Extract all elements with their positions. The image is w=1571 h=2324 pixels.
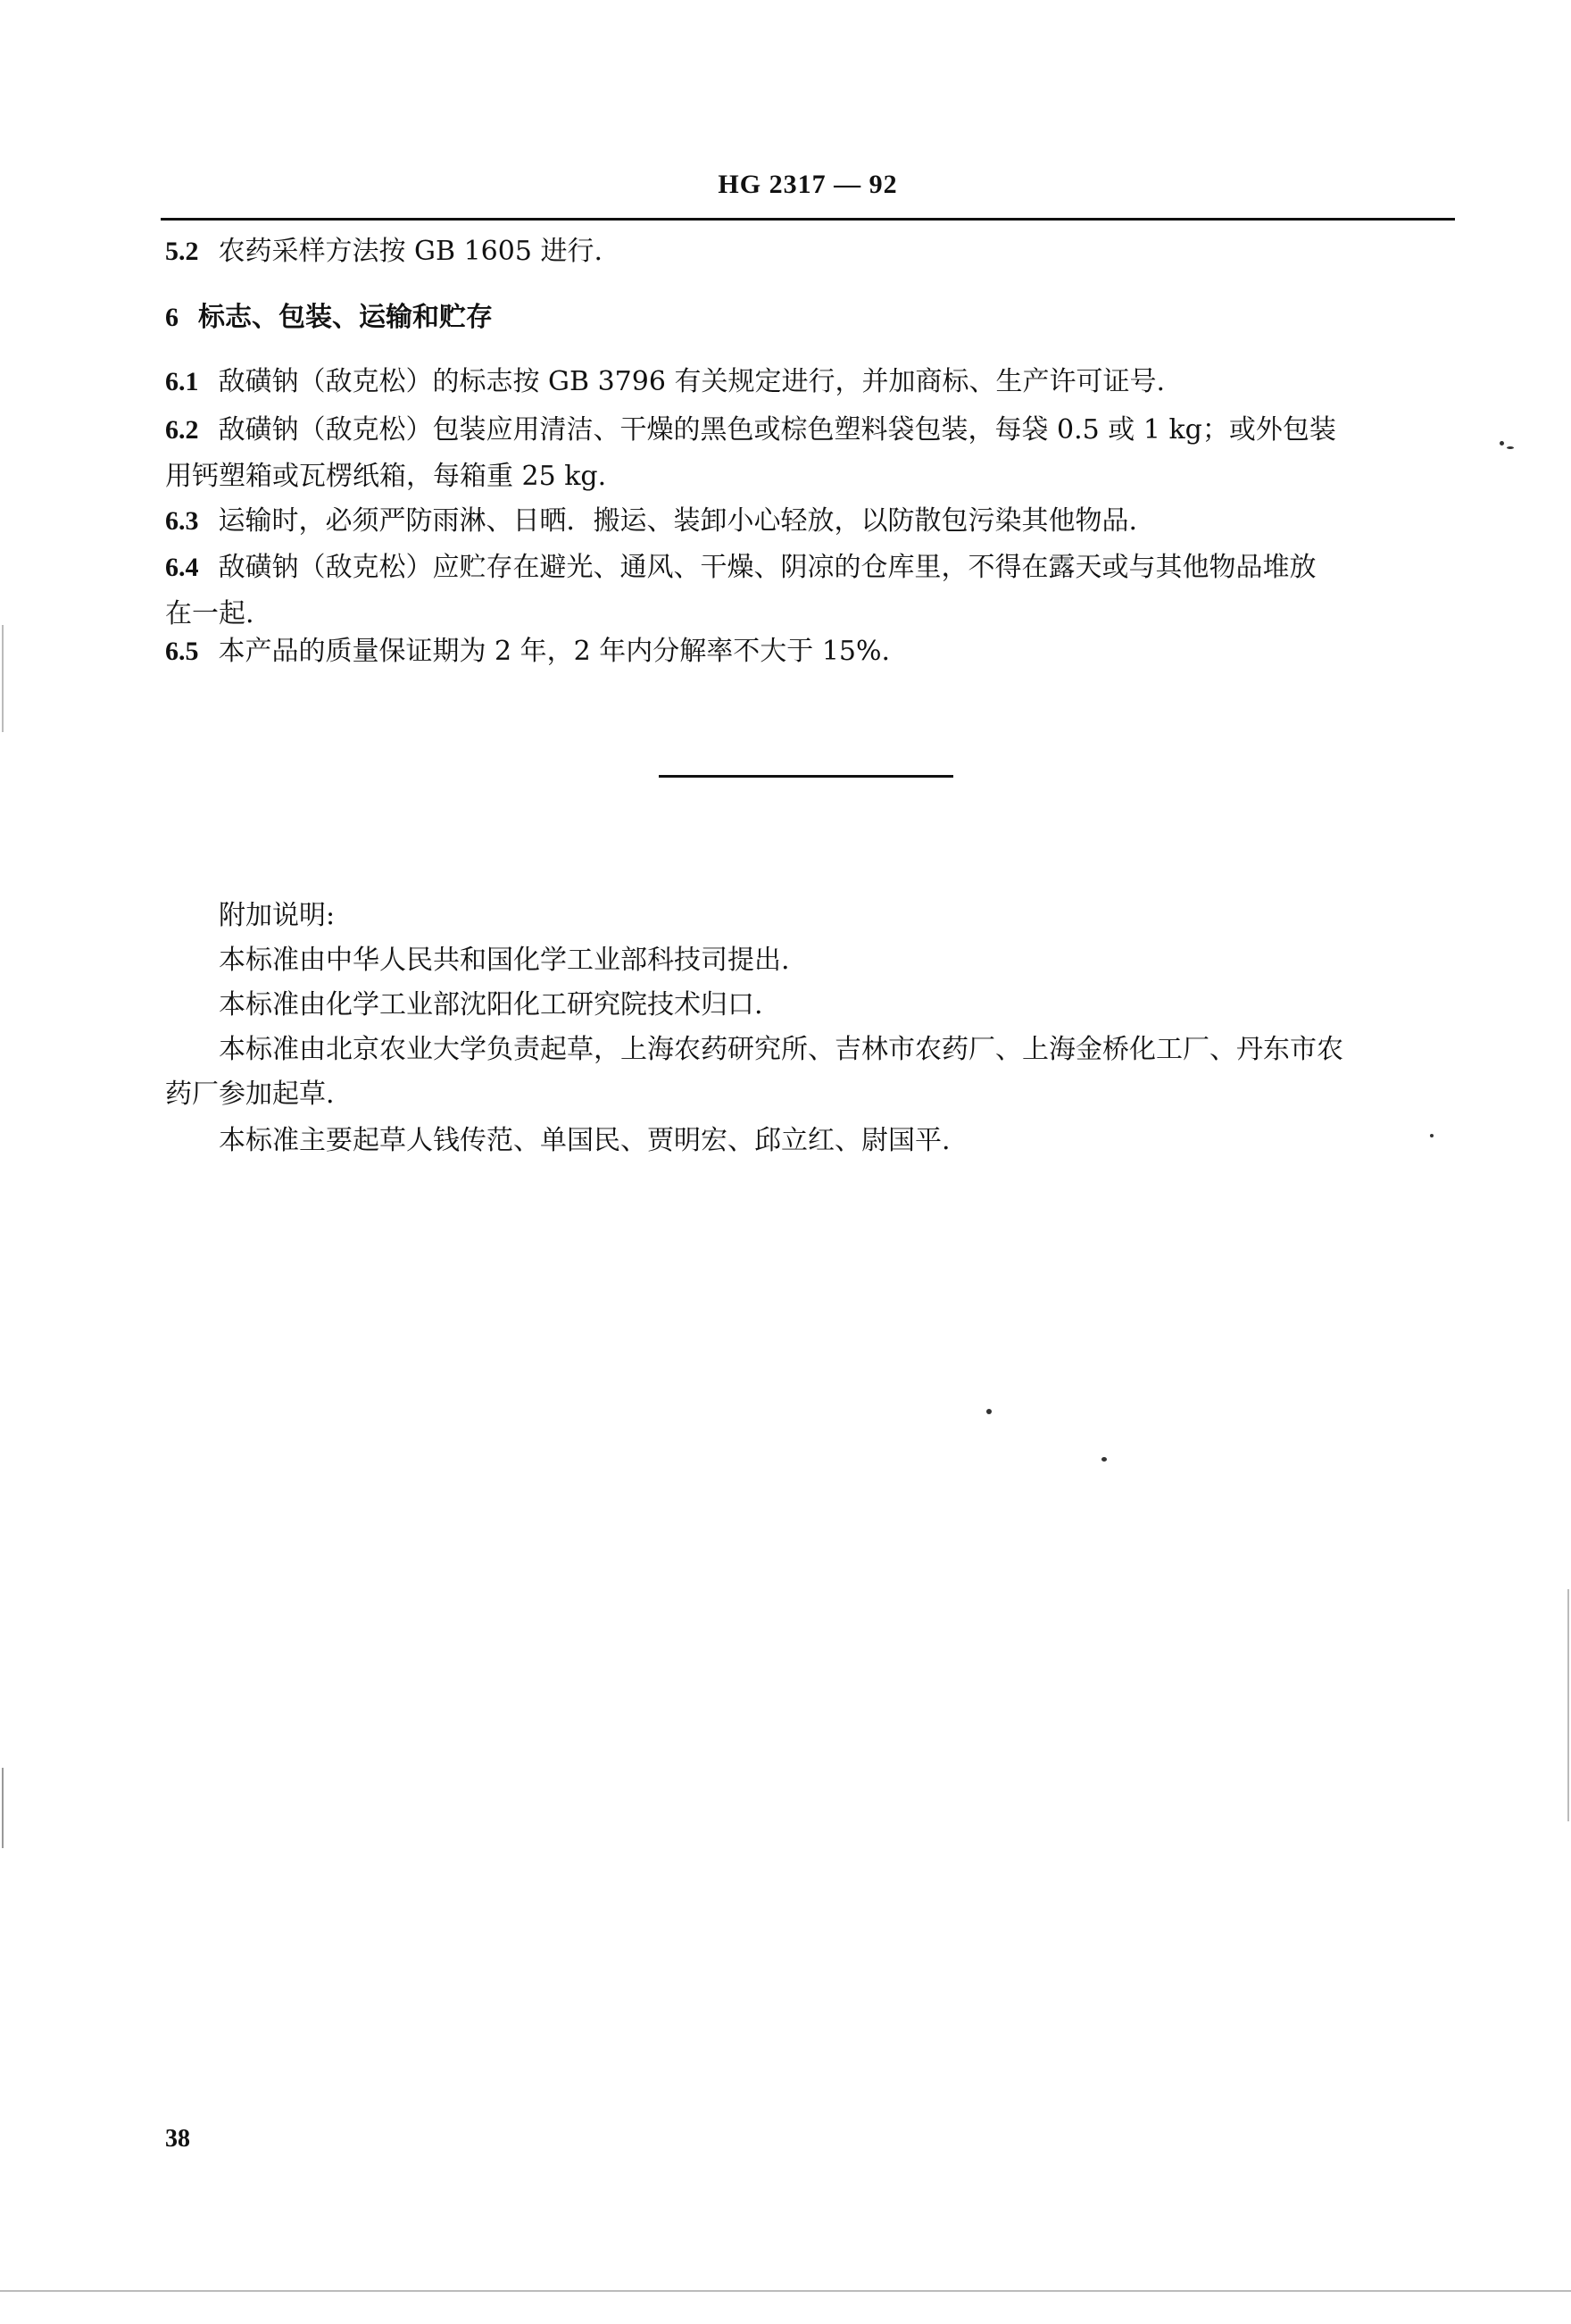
header-rule: [161, 218, 1455, 221]
clause-6-1: [165, 359, 1455, 405]
section-6-heading: [165, 295, 1455, 341]
scan-edge-line: [0, 2290, 1571, 2292]
clause-text-continued: 在一起.: [165, 598, 254, 629]
scan-speck: [1430, 1134, 1434, 1137]
scan-speck: [1101, 1457, 1107, 1462]
clause-number: 6.2: [165, 415, 199, 445]
clause-number: 5.2: [165, 237, 199, 266]
notes-line-3-continued: 药厂参加起草.: [165, 1079, 335, 1110]
notes-line-2: 本标准由化学工业部沈阳化工研究院技术归口.: [219, 989, 763, 1020]
standard-number-header: HG 2317 — 92: [718, 170, 898, 199]
page-number: 38: [165, 2125, 190, 2153]
clause-number: 6.5: [165, 637, 199, 666]
clause-text: 农药采样方法按 GB 1605 进行.: [218, 236, 603, 267]
scan-edge-line: [1567, 1589, 1569, 1821]
section-title: 标志、包装、运输和贮存: [198, 302, 493, 333]
notes-heading: 附加说明:: [219, 900, 336, 931]
clause-text: 敌磺钠（敌克松）应贮存在避光、通风、干燥、阴凉的仓库里，不得在露天或与其他物品堆放: [218, 552, 1317, 583]
clause-5-2: [165, 229, 1455, 275]
clause-text: 运输时，必须严防雨淋、日晒．搬运、装卸小心轻放，以防散包污染其他物品.: [218, 505, 1138, 537]
clause-text: 本产品的质量保证期为 2 年，2 年内分解率不大于 15%.: [218, 636, 891, 667]
clause-number: 6.1: [165, 367, 199, 396]
scan-speck: [1500, 441, 1504, 446]
clause-text: 敌磺钠（敌克松）的标志按 GB 3796 有关规定进行，并加商标、生产许可证号.: [218, 366, 1166, 397]
clause-6-5: [165, 629, 1455, 675]
clause-text: 敌磺钠（敌克松）包装应用清洁、干燥的黑色或棕色塑料袋包装，每袋 0.5 或 1 kg；或外包装: [218, 414, 1336, 446]
notes-line-3: 本标准由北京农业大学负责起草，上海农药研究所、吉林市农药厂、上海金桥化工厂、丹东市农: [219, 1034, 1343, 1065]
clause-6-2: [165, 407, 1455, 500]
end-of-standard-rule: [659, 775, 953, 778]
clause-6-4: [165, 545, 1455, 637]
clause-number: 6.3: [165, 506, 199, 536]
clause-6-3: [165, 498, 1455, 545]
scan-speck: [1507, 446, 1514, 449]
notes-line-1: 本标准由中华人民共和国化学工业部科技司提出.: [219, 945, 790, 976]
section-number: 6: [165, 303, 179, 332]
clause-text-continued: 用钙塑箱或瓦楞纸箱，每箱重 25 kg.: [165, 461, 607, 492]
clause-number: 6.4: [165, 553, 199, 582]
scan-speck: [986, 1409, 992, 1414]
notes-line-4: 本标准主要起草人钱传范、单国民、贾明宏、邱立红、尉国平.: [219, 1125, 951, 1156]
scan-edge-line: [2, 625, 4, 732]
scan-edge-line: [2, 1768, 4, 1848]
